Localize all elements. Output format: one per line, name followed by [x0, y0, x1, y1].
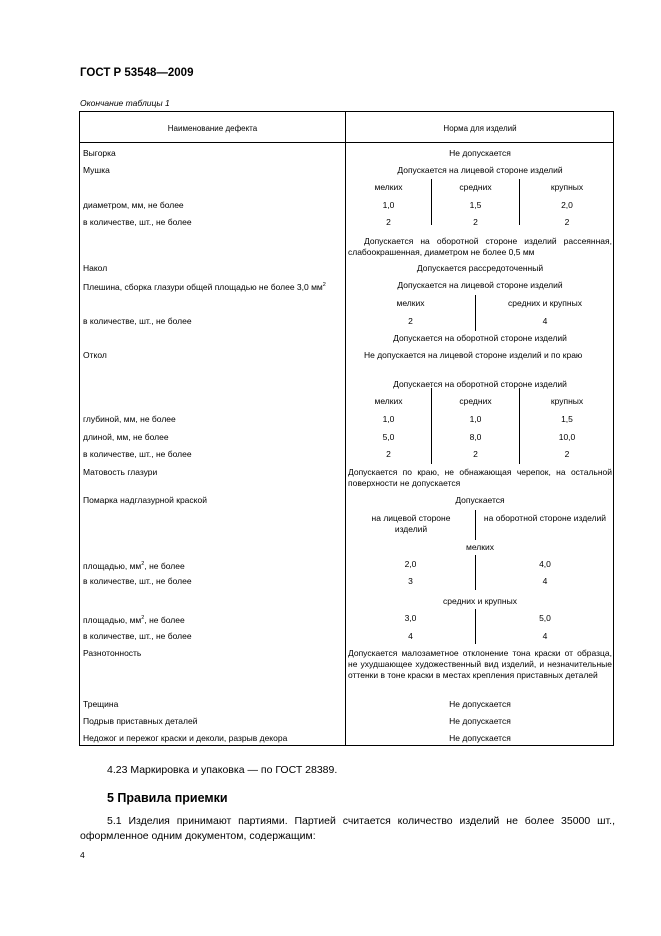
defect-param: длиной, мм, не более — [83, 432, 169, 442]
face-side: на лицевой стороне изделий — [371, 513, 451, 534]
norm-text: Допускается на оборотной стороне изделий — [393, 333, 567, 343]
norm-text: Допускается на лицевой стороне изделий — [397, 280, 563, 290]
value: 8,0 — [469, 432, 482, 442]
defect-param: площадью, $мм^2$, не более — [83, 614, 185, 625]
defect-name: Плешина, сборка глазури общей площадью не более 3,0 $мм^2$ — [83, 281, 326, 292]
value: 4 — [408, 631, 413, 641]
back-side: на оборотной стороне изделий — [483, 513, 607, 523]
norm-text: Допускается на оборотной стороне изделий рассеянная, слабоокрашенная, диаметром не более 0,5 мм — [348, 236, 612, 257]
defect-name: Откол — [83, 350, 107, 360]
defect-param: в количестве, шт., не более — [83, 631, 192, 641]
value: 5,0 — [539, 613, 551, 623]
value: 4 — [542, 631, 548, 641]
size-medium: средних — [459, 182, 492, 192]
col-header-defect: Наименование дефекта — [167, 124, 258, 133]
defect-param: диаметром, мм, не более — [83, 200, 184, 210]
col-header-norm: Норма для изделий — [443, 124, 517, 133]
value: 2 — [473, 449, 478, 459]
subcol-divider — [475, 510, 476, 540]
value: 2 — [564, 449, 570, 459]
header-divider — [80, 142, 613, 143]
defect-param: в количестве, шт., не более — [83, 576, 192, 586]
defect-name: Мушка — [83, 165, 110, 175]
page-number: 4 — [80, 850, 85, 860]
defect-name: Помарка надглазурной краской — [83, 495, 207, 505]
norm-text: Допускается на оборотной стороне изделий — [393, 379, 567, 389]
norm-text: Не допускается — [449, 733, 511, 743]
clause-5-1: 5.1 Изделия принимают партиями. Партией считается количество изделий не более 35000 шт., оформленное одним документом, содержащим: — [80, 815, 615, 842]
value: 1,5 — [469, 200, 482, 210]
value: 4 — [542, 576, 548, 586]
norm-text: Не допускается на лицевой стороне изделий и по краю — [364, 350, 583, 360]
clause-4-23: 4.23 Маркировка и упаковка — по ГОСТ 28389. — [107, 764, 338, 776]
value: 10,0 — [558, 432, 576, 442]
value: 1,0 — [382, 414, 395, 424]
defect-name: Трещина — [83, 699, 119, 709]
defects-table — [79, 111, 614, 746]
document-header: ГОСТ Р 53548—2009 — [80, 67, 194, 79]
norm-text: Допускается малозаметное отклонение тона краски от образца, не ухудшающее художественный вид изделий, и незначительные оттенки в тоне краски в местах крепления приставных деталей — [348, 648, 612, 680]
norm-text: Не допускается — [449, 148, 511, 158]
value: 2 — [473, 217, 478, 227]
defect-name: Выгорка — [83, 148, 116, 158]
defect-param: в количестве, шт., не более — [83, 217, 192, 227]
defect-param: площадью, $мм^2$, не более — [83, 560, 185, 571]
size-small: мелких — [374, 396, 403, 406]
defect-name: Разнотонность — [83, 648, 142, 658]
defect-param: глубиной, мм, не более — [83, 414, 176, 424]
size-medium-large: средних и крупных — [443, 596, 517, 606]
size-large: крупных — [550, 396, 584, 406]
value: 2,0 — [404, 559, 417, 569]
table-caption: Окончание таблицы 1 — [80, 98, 170, 108]
norm-text: Не допускается — [449, 699, 511, 709]
value: 2 — [386, 217, 391, 227]
size-medium-large: средних и крупных — [508, 298, 582, 308]
value: 1,0 — [469, 414, 482, 424]
value: 2 — [564, 217, 570, 227]
defect-name: Подрыв приставных деталей — [83, 716, 198, 726]
norm-text: Допускается рассредоточенный — [416, 263, 544, 273]
norm-text: Допускается по краю, не обнажающая черепок, на остальной поверхности не допускается — [348, 467, 612, 488]
size-small: мелких — [466, 542, 494, 552]
defect-param: в количестве, шт., не более — [83, 449, 192, 459]
size-medium: средних — [459, 396, 492, 406]
defect-name: Матовость глазури — [83, 467, 158, 477]
size-small: мелких — [396, 298, 425, 308]
defect-name: Накол — [83, 263, 108, 273]
value: 3 — [408, 576, 413, 586]
value: 1,0 — [382, 200, 395, 210]
value: 1,5 — [561, 414, 573, 424]
defect-param: в количестве, шт., не более — [83, 316, 192, 326]
norm-text: Допускается на лицевой стороне изделий — [397, 165, 563, 175]
norm-text: Не допускается — [449, 716, 511, 726]
value: 4,0 — [539, 559, 551, 569]
value: 2,0 — [561, 200, 573, 210]
value: 4 — [542, 316, 548, 326]
section-heading: 5 Правила приемки — [107, 791, 228, 805]
size-small: мелких — [374, 182, 403, 192]
value: 3,0 — [404, 613, 417, 623]
value: 2 — [386, 449, 391, 459]
size-large: крупных — [550, 182, 584, 192]
value: 2 — [408, 316, 413, 326]
defect-name: Недожог и пережог краски и деколи, разрыв декора — [83, 733, 288, 743]
value: 5,0 — [382, 432, 395, 442]
norm-text: Допускается — [455, 495, 505, 505]
